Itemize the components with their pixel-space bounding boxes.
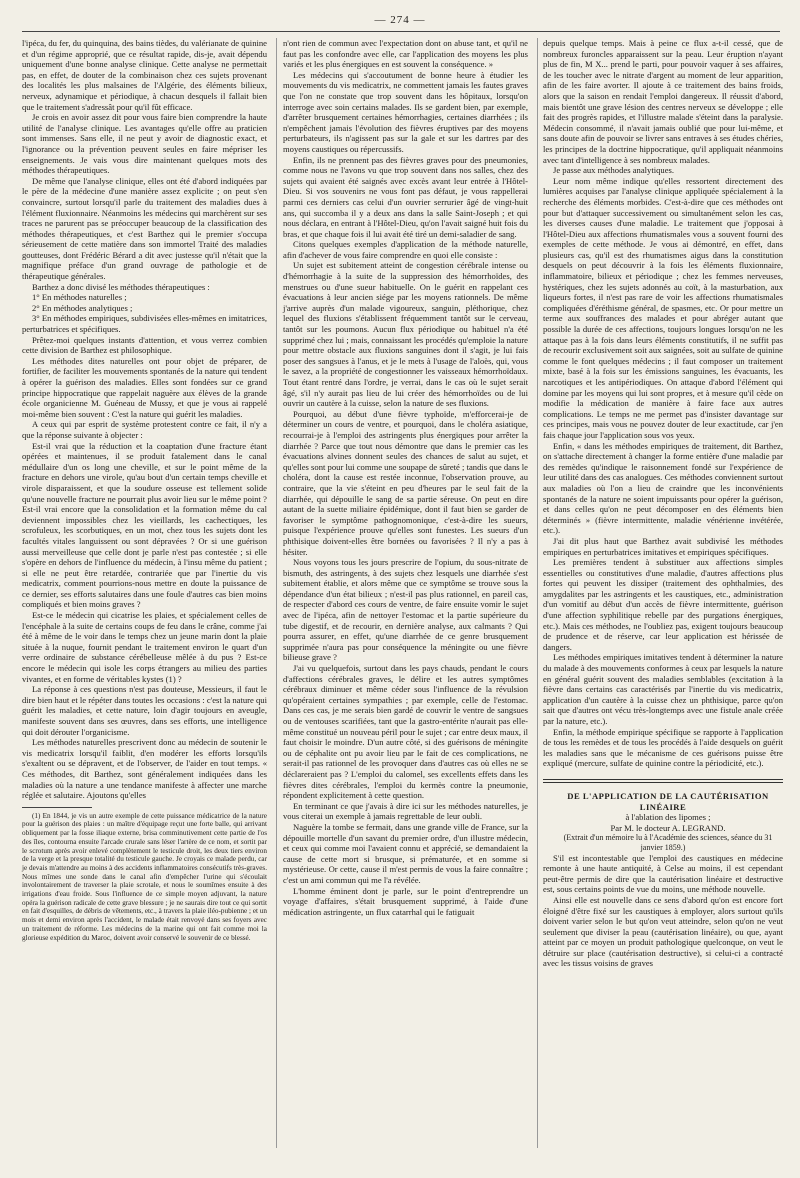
paragraph: Je crois en avoir assez dit pour vous faire bien comprendre la haute utilité de l'analyse clinique. Les avantages qu'elle offre au praticien sont immenses. Sans elle, il ne peut y avoir de diagnostic exact, et l'ignorance ou la prévention peuvent seules en faire mépriser les enseignements. Je vais vous dire maintenant quelques mots des méthodes thérapeutiques. <box>22 112 267 176</box>
paragraph: Je passe aux méthodes analytiques. <box>553 165 674 176</box>
column-middle <box>283 38 528 1158</box>
article-rule-top <box>543 779 783 780</box>
paragraph: Ainsi elle est nouvelle dans ce sens d'abord qu'on est encore fort éloigné d'être fixé sur les caustiques à employer, alors surtout qu'ils doivent varier selon le but qu'on veut atteindre, selon qu'on ne veut seulement que diviser la peau (cautérisation linéaire), ou que, ayant atteint par ce moyen un produit pathologique quelconque, on veut le détruire sur place (cautérisation destructive), si celui-ci a contracté avec les tissus voisins de graves <box>543 894 783 969</box>
article-rule-bottom <box>543 782 783 783</box>
header-rule <box>22 31 780 32</box>
column-divider <box>276 38 277 1148</box>
paragraph: La réponse à ces questions n'est pas douteuse, Messieurs, il faut le dire bien haut et le répéter dans toutes les occasions : c'est la nature qui guérit les maladies, et cette nature, loin d'agir toujours en aveugle, manifeste souvent dans ses œuvres, dans ses efforts, une intelligence qui doit dérouter l'organicisme. <box>22 684 267 737</box>
paragraph: Les médecins qui s'accoutument de bonne heure à étudier les mouvements du vis medicatrix, ne commettent jamais les fautes graves que l'on ne constate que trop souvent dans les hôpitaux, lorsqu'on interroge avec soin certains malades. Ils se gardent bien, par exemple, d'arrêter brusquement certaines hémorrhagies, certaines diarrhées ; ils n'empêchent jamais l'évolution des fièvres éruptives par des moyens perturbateurs, ils n'agissent pas sur la gale et sur les dartres par des moyens caustiques ou répercussifs. <box>283 69 528 154</box>
paragraph: Barthez a donc divisé les méthodes thérapeutiques : <box>32 281 210 292</box>
paragraph: Un sujet est subitement atteint de congestion cérébrale intense ou d'hémorrhagie à la suite de la suppression des hémorrhoïdes, des menstrues ou d'une sueur habituelle. On le guérit en rappelant ces évacuations à leur ancien siége par les moyens rationnels. De même j'arrive auprès d'un malade vigoureux, sanguin, pléthorique, chez lequel des fluxions s'établissent fréquemment tantôt sur le cerveau, tantôt sur les poumons. Aucun flux périodique ou habituel n'a été supprimé chez lui ; mais, connaissant les procédés qu'emploie la nature pour mettre obstacle aux fluxions sanguines dont il s'agit, je lui fais poser des sangsues à l'anus, et je le mets à l'usage de l'aloès, qui, vous le savez, a la propriété de congestionner les vaisseaux hémorrhoïdaux. Tout étant rentré dans l'ordre, je verrai, dans le cas où le sujet serait âgé, s'il n'y aurait pas lieu de lui créer des hémorrhoïdes ou de lui ouvrir un cautère à la cuisse, selon la nature de ses fluxions. <box>283 260 528 409</box>
column-divider <box>537 38 538 1148</box>
paragraph: depuis quelque temps. Mais à peine ce flux a-t-il cessé, que de nombreux furoncles apparaissent sur la peau. Leur éruption n'ayant plus de fin, M X... prend le parti, pour pouvoir vaquer à ses affaires, de les toucher avec le nitrate d'argent au moment de leur apparition, afin de les faire avorter. Il ajoute à ce traitement des bains froids, alors que la saison en rendait l'emploi dangereux. Il réussit d'abord, mais bientôt une grave lésion des centres nerveux se développe ; elle fait des progrès rapides, et l'illustre malade s'éteint dans la paralysie. Médecin consommé, il n'avait jamais oublié que pour lui-même, et sans doute afin de pouvoir se livrer sans entraves à ses études chéries, les principes de la doctrine hippocratique, qu'il appliquait néanmoins avec tant d'intelligence à ses nombreux malades. <box>543 38 783 165</box>
paragraph: Pourquoi, au début d'une fièvre typhoïde, m'efforcerai-je de déterminer un cours de ventre, et pourquoi, dans le choléra asiatique, recourrai-je à l'emploi des astringents plus énergiques pour arrêter la diarrhée ? Parce que tout nous démontre que dans le premier cas les évacuations alvines donnent seules des chances de salut au sujet, et qu'elles sont pour lui comme une soupape de sûreté ; tandis que dans le choléra, dont la cause est restée inconnue, l'observation prouve, au contraire, que la vie s'éteint en peu d'heures par le seul fait de la diarrhée, qui dépouille le sang de sa partie séreuse. On peut en dire autant de la suette miliaire épidémique, dont il faut bien se garder de favoriser le symptôme pathognomonique, c'est-à-dire les sueurs, puisque l'expérience prouve qu'elles sont funestes. Les sueurs d'un phthisique doivent-elles être bornées ou favorisées ? Il n'y a pas à hésiter. <box>283 408 528 557</box>
footnote: (1) En 1844, je vis un autre exemple de cette puissance médicatrice de la nature pour la guérison des plaies : un maître d'équipage reçut une forte balle, qui arrivant obliquement par la fosse iliaque externe, brisa comminutivement cette partie de l'os des îles, contourna ensuite l'arcade crurale sans léser l'artère de ce nom, et sortit par le scrotum après avoir enlevé complètement le testicule droit, les deux tiers environ de la verge et la presque totalité du testicule gauche. Je croyais ce malade perdu, car je devais m'attendre au moins à des accidents inflammatoires consécutifs très-graves. Nous mîmes une sonde dans le canal afin d'empêcher l'urine qui s'écoulait involontairement de traverser la plaie scrotale, et nous le soumîmes ensuite à des irrigations d'eau froide. Sous l'influence de ce simple moyen adjuvant, la nature opéra la guérison radicale de cette grave blessure ; je ne saurais dire tout ce qui sortit en fait d'esquilles, de débris de vêtements, etc., à travers la plaie iléo-pubienne ; et un mois et demi environ après l'accident, le malade était renvoyé dans ses foyers avec un traitement de réforme. Les médecins de la marine qui ont fait comme moi la glorieuse expédition du Maroc, doivent avoir conservé le souvenir de ce blessé. <box>22 811 267 942</box>
page-number: — 274 — <box>374 14 426 26</box>
paragraph: S'il est incontestable que l'emploi des caustiques en médecine remonte à une haute antiquité, à Celse au moins, il est cependant peut-être permis de dire que la cautérisation linéaire et destructive est, sous certains points de vue du moins, une méthode nouvelle. <box>543 852 783 895</box>
paragraph: Naguère la tombe se fermait, dans une grande ville de France, sur la dépouille mortelle d'un savant du premier ordre, d'un illustre médecin, et ceux qui comme moi l'avaient connu et apprécié, se demandaient la cause de cette mort si brusque, si prématurée, et en somme si mystérieuse. Or cette, cause il m'est permis de vous la faire connaître ; c'est un ami commun qui me l'a révélée. <box>283 821 528 885</box>
paragraph: En terminant ce que j'avais à dire ici sur les méthodes naturelles, je vous citerai un exemple à jamais regrettable de leur oubli. <box>283 800 528 822</box>
paragraph: Les premières tendent à substituer aux affections simples essentielles ou constitutives d'une maladie, d'autres affections plus fortes qui peuvent les dissiper (traitement des ophthalmies, des amygdalites par les astringents et les caustiques, etc., administration d'un vomitif au début d'un accès de fièvre intermittente, guérison d'une affection syphilitique rebelle par des purgations énergiques, etc.). Mais ces méthodes, ne l'oubliez pas, exigent toujours beaucoup de prudence et de réserve, car leur application est hérissée de dangers. <box>543 557 783 652</box>
paragraph: J'ai dit plus haut que Barthez avait subdivisé les méthodes empiriques en perturbatrices imitatives et empiriques spécifiques. <box>543 535 783 557</box>
list-item: 3° En méthodes empiriques, subdivisées elles-mêmes en imitatrices, perturbatrices et spécifiques. <box>22 313 267 335</box>
paragraph: Enfin, la méthode empirique spécifique se rapporte à l'application de tous les remèdes et de tous les procédés à l'aide desquels on guérit les maladies sans que le mécanisme de ces guérisons puisse être expliqué (mercure, sulfate de quinine contre la périodicité, etc.). <box>543 726 783 769</box>
paragraph: L'homme éminent dont je parle, sur le point d'entreprendre un voyage d'affaires, s'était brusquement supprimé, à l'aide d'une médication astringente, un flux catarrhal qui le fatiguait <box>283 885 528 917</box>
paragraph: A ceux qui par esprit de système protestent contre ce fait, il n'y a que la réponse suivante à objecter : <box>22 419 267 440</box>
paragraph: Citons quelques exemples d'application de la méthode naturelle, afin d'achever de vous faire comprendre en quoi elle consiste : <box>283 239 528 260</box>
paragraph: Est-il vrai que la réduction et la coaptation d'une fracture étant opérées et maintenues, il se produit fatalement dans le canal médullaire d'un os long une cheville, et sur le point même de la fracture en dehors une virole, qu'au bout d'un certain temps cheville et virole disparaissent, et que la soudure osseuse est tellement solide qu'une nouvelle fracture ne pourrait plus avoir lieu sur le même point ? Est-il vrai encore que la consolidation et la formation même du cal deviennent impossibles chez les vieillards, les cachectiques, les scrofuleux, les scorbutiques, en un mot, chez tous les sujets dont les facultés vitales languissent ou sont dépravées ? Or si une guérison aussi merveilleuse que celle dont je parle n'est pas contestée ; si elle s'opère en dehors de l'influence du médecin, à l'insu même du patient ; si elle ne peut être retardée, contrariée que par l'inertie du vis medicatrix, comment pourrions-nous mettre en doute la puissance de ce dernier, ses efforts salutaires dans une foule d'autres cas bien moins compliqués et bien moins graves ? <box>22 440 267 610</box>
paragraph: n'ont rien de commun avec l'expectation dont on abuse tant, et qu'il ne faut pas les confondre avec elle, car l'application des moyens les plus variés et les plus énergiques en est souvent la conséquence. » <box>283 38 528 70</box>
paragraph: Enfin, « dans les méthodes empiriques de traitement, dit Barthez, on s'attache directement à changer la forme entière d'une maladie par des remèdes qu'indique le raisonnement fondé sur l'expérience de leur utilité dans des cas analogues. Ces méthodes conviennent surtout aux maladies où l'on a lieu de craindre que les inconvénients spontanés de la nature ne soient impuissants pour opérer la guérison, et dans celles qu'on ne peut décomposer en des éléments bien déterminés » (fièvre intermittente, maladie vénérienne invétérée, etc.). <box>543 440 783 536</box>
paragraph: Enfin, ils ne prennent pas des fièvres graves pour des pneumonies, comme nous ne l'avons vu que trop souvent dans nos salles, chez des sujets qui avaient été saignés avec excès avant leur entrée à l'Hôtel-Dieu. Si vos souvenirs ne vous font pas défaut, je vous rappellerai parmi ces derniers cas celui d'un ouvrier serrurier âgé de vingt-huit ans, qui succomba il y a deux ans dans la salle Saint-Joseph ; et qui nous déclara, en entrant à l'Hôtel-Dieu, qu'on l'avait saigné huit fois du bras, et que chaque fois il lui avait été tiré un demi-saladier de sang. <box>283 154 528 239</box>
paragraph: Les méthodes dites naturelles ont pour objet de préparer, de fortifier, de faciliter les mouvements spontanés de la nature qui tendent à opérer la guérison des maladies. Elles sont fondées sur ce grand principe hippocratique que rappelait naguère aux élèves de la grande école organicienne M. Guéneau de Mussy, et que je vous ai rappelé moi-même bien souvent : C'est la nature qui guérit les maladies. <box>22 355 267 419</box>
paragraph: Les méthodes naturelles prescrivent donc au médecin de soutenir le vis medicatrix lorsqu'il faiblit, d'en modérer les efforts lorsqu'ils s'exaltent ou se dépravent, et de l'observer, de l'aider en tout temps. « Ces méthodes, dit Barthez, sont généralement indiquées dans les maladies où la nature a une tendance manifeste à affecter une marche réglée et salutaire. Ajoutons qu'elles <box>22 737 267 801</box>
paragraph: J'ai vu quelquefois, surtout dans les pays chauds, pendant le cours d'affections cérébrales graves, le délire et les autres symptômes cérébraux diminuer et même céder sous l'influence de la révulsion qu'opéraient certaines sympathies ; par exemple, celle de l'estomac. Dans ces cas, je me serais bien gardé de couvrir le ventre de sangsues ou de ventouses scarifiées, tant que la gastro-entérite n'aurait pas elle-même constitué un nouveau péril pour le sujet ; car entre deux maux, il faut choisir le moindre. D'un autre côté, si des guérisons de méningite ou de céphalite ont pu avoir lieu par le fait de ces complications, ne serait-il pas rationnel de les provoquer dans d'autres cas où elles ne se déclareraient pas ? L'emploi du calomel, ses excellents effets dans les fièvres dites cérébrales, l'emploi du kermès contre la pneumonie, répondent explicitement à cette question. <box>283 663 528 801</box>
article-extract-note: (Extrait d'un mémoire lu à l'Académie des sciences, séance du 31 janvier 1859.) <box>563 833 773 852</box>
paragraph: Leur nom même indique qu'elles ressortent directement des lumières acquises par l'analyse clinique appliquée spécialement à la recherche des éléments morbides. C'est-à-dire que ces méthodes ont pour but d'attaquer successivement ou simultanément selon les cas, les diverses causes d'une maladie. Le traitement que j'opposai à l'Hôtel-Dieu aux affections rhumatismales vous a souvent fourni des exemples de cette méthode. Je vous ai démontré, en effet, dans plusieurs cas, qu'il est des rhumatismes aigus dans la constitution desquels on peut découvrir à la fois les éléments fluxionnaire, inflammatoire, bilieux et périodique ; chez les femmes nerveuses, hystériques, chez les sujets adonnés au coït, à la masturbation, aux liqueurs fortes, il n'est pas rare de voir les affections rhumatismales compliquées d'éréthisme général, de spasmes, etc. Or pour mettre un terme aux souffrances des malades et pour abréger autant que possible la durée de ces affections, toujours longues lorsqu'on ne les attaque pas à la fois dans leurs éléments constitutifs, il ne suffit pas de recourir exclusivement soit aux saignées, soit au sulfate de quinine comme le font quelques médecins ; il faut composer un traitement mixte, basé à la fois sur les émissions sanguines, les évacuants, les narcotiques et les antipériodiques. On attaque d'abord l'élément qui domine par les moyens qui lui sont propres, et à mesure qu'il cède on modifie la médication de manière à faire face aux autres complications. Le temps ne me permet pas d'insister davantage sur ces principes, mais vous ne pouvez douter de leur exactitude, car j'en fais chaque jour l'application sous vos yeux. <box>543 175 783 440</box>
paragraph: Prêtez-moi quelques instants d'attention, et vous verrez combien cette division de Barthez est philosophique. <box>22 334 267 356</box>
paragraph: Nous voyons tous les jours prescrire de l'opium, du sous-nitrate de bismuth, des astringents, à des sujets chez lesquels une diarrhée s'est subitement établie, et alors même que ce symptôme se trouve sous la dépendance d'un état bilieux ; n'est-il pas plus rationnel, en pareil cas, de respecter d'abord ces cours de ventre, de faire ensuite vomir le sujet avec de l'ipéca, afin de nettoyer l'estomac et la partie supérieure du tube digestif, et de recourir, en dernière analyse, aux calmants ? Qui pourra assurer, en effet, qu'une diarrhée de ce genre brusquement supprimée n'aura pas pour conséquence la méningite ou une fièvre bilieuse grave ? <box>283 557 528 663</box>
article-subtitle: à l'ablation des lipomes ; <box>625 812 711 823</box>
paragraph: l'ipéca, du fer, du quinquina, des bains tièdes, du valérianate de quinine et d'un régime approprié, que ce résultat rapide, dis-je, avait dépendu uniquement d'une bonne analyse clinique. Cette analyse ne permettait pas, en effet, de douter de la combinaison chez ces sujets provenant des localités les plus malsaines de l'Algérie, des éléments bilieux, nerveux, adynamique et périodique, à chacun desquels il fallait bien que le traitement s'adressât pour qu'il fût efficace. <box>22 38 267 112</box>
list-item: 2° En méthodes analytiques ; <box>32 302 133 313</box>
list-item: 1° En méthodes naturelles ; <box>32 292 127 303</box>
paragraph: Est-ce le médecin qui cicatrise les plaies, et spécialement celles de l'encéphale à la suite de certains coups de feu dans le crâne, comme j'ai été à même de le voir dans le temps chez un jeune marin dont la plaie située à la nuque, fournit pendant le traitement environ le quart d'un verre ordinaire de substance cérébelleuse mêlée à du pus ? Est-ce encore le médecin qui isole les corps étrangers au milieu des parties vivantes, et en forme de véritables kystes (1) ? <box>22 610 267 684</box>
article-title: DE L'APPLICATION DE LA CAUTÉRISATION LINÉAIRE <box>567 790 769 812</box>
paragraph: Les méthodes empiriques imitatives tendent à déterminer la nature du malade à des mouvements conformes à ceux par lesquels la nature en général guérit souvent des maladies semblables (excitation à la fièvre dans certains cas caractérisés par l'inertie du vis medicatrix, application d'un cautère à la cuisse chez un phthisique, parce qu'on sait que d'autres ont vécu très-longtemps avec une fistule anale créée par la nature, etc.). <box>543 652 783 726</box>
article-author: Par M. le docteur A. LEGRAND. <box>610 822 726 833</box>
column-right <box>543 38 783 1158</box>
column-left <box>22 38 267 1158</box>
paragraph: De même que l'analyse clinique, elles ont été d'abord indiquées par le père de la médecine d'une manière assez explicite ; on peut s'en convaincre, surtout lorsqu'il parle du traitement des maladies dues à l'élément fluxionnaire. Néanmoins les médecins qui marchèrent sur ses traces ne parurent pas se préoccuper beaucoup de la classification des méthodes thérapeutiques, et c'est Barthez qui le premier s'occupa sérieusement de cette matière dans son immortel Traité des maladies goutteuses, dont Frédéric Bérard a dit avec justesse qu'il n'était que la magnifique préface d'un grand ouvrage de pathologie et de thérapeutique générales. <box>22 175 267 282</box>
footnote-rule <box>22 807 92 808</box>
